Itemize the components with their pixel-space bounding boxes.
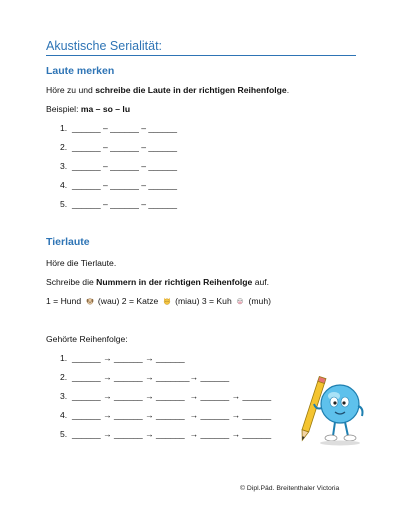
tier-row-4[interactable]: 4. ______ → ______ → ______ → ______ → ______ — [60, 410, 272, 420]
tierlaute-instruction — [46, 277, 269, 287]
section-heading-laute: Laute merken — [46, 65, 115, 77]
tier-row-5[interactable]: 5. ______ → ______ → ______ → ______ → ______ — [60, 429, 272, 439]
example-line — [46, 104, 130, 114]
laute-row-2[interactable]: 2. ______ – ______ – ______ — [60, 142, 178, 152]
dog-icon — [86, 297, 94, 305]
animal-legend — [46, 296, 271, 306]
legend-miau-kuh: (miau) 3 = Kuh — [175, 296, 232, 306]
pencil-mascot-icon — [300, 372, 370, 447]
tier-row-2[interactable]: 2. ______ → ______ → _______→ ______ — [60, 372, 230, 382]
tier-row-3[interactable]: 3. ______ → ______ → ______ → ______ → ______ — [60, 391, 272, 401]
instruction2-text: Schreibe die — [46, 277, 97, 287]
page-title: Akustische Serialität: — [46, 39, 163, 53]
legend-hund: 1 = Hund — [46, 296, 82, 306]
laute-row-1[interactable]: 1. ______ – ______ – ______ — [60, 123, 178, 133]
legend-wau-katze: (wau) 2 = Katze — [97, 296, 159, 306]
section-heading-tierlaute: Tierlaute — [46, 236, 90, 248]
example-label: Beispiel: — [46, 104, 81, 114]
legend-muh: (muh) — [248, 296, 271, 306]
instruction-laute — [46, 85, 289, 95]
instruction-end: . — [286, 85, 290, 95]
instruction2-bold: Nummern in der richtigen Reihenfolge — [96, 277, 253, 287]
cat-icon — [163, 297, 171, 305]
laute-row-4[interactable]: 4. ______ – ______ – ______ — [60, 180, 178, 190]
heard-order-label: Gehörte Reihenfolge: — [46, 334, 128, 344]
instruction-text: Höre zu und — [46, 85, 96, 95]
example-value: ma – so – lu — [80, 104, 131, 114]
cow-icon — [236, 297, 244, 305]
instruction-bold: schreibe die Laute in der richtigen Reihenfolge — [95, 85, 287, 95]
laute-row-5[interactable]: 5. ______ – ______ – ______ — [60, 199, 178, 209]
copyright-footer: © Dipl.Päd. Breitenthaler Victoria — [240, 485, 340, 492]
laute-row-3[interactable]: 3. ______ – ______ – ______ — [60, 161, 178, 171]
tierlaute-line-1: Höre die Tierlaute. — [46, 258, 117, 268]
tier-row-1[interactable]: 1. ______ → ______ → ______ — [60, 353, 185, 363]
instruction2-end: auf. — [252, 277, 270, 287]
title-underline — [46, 55, 356, 56]
